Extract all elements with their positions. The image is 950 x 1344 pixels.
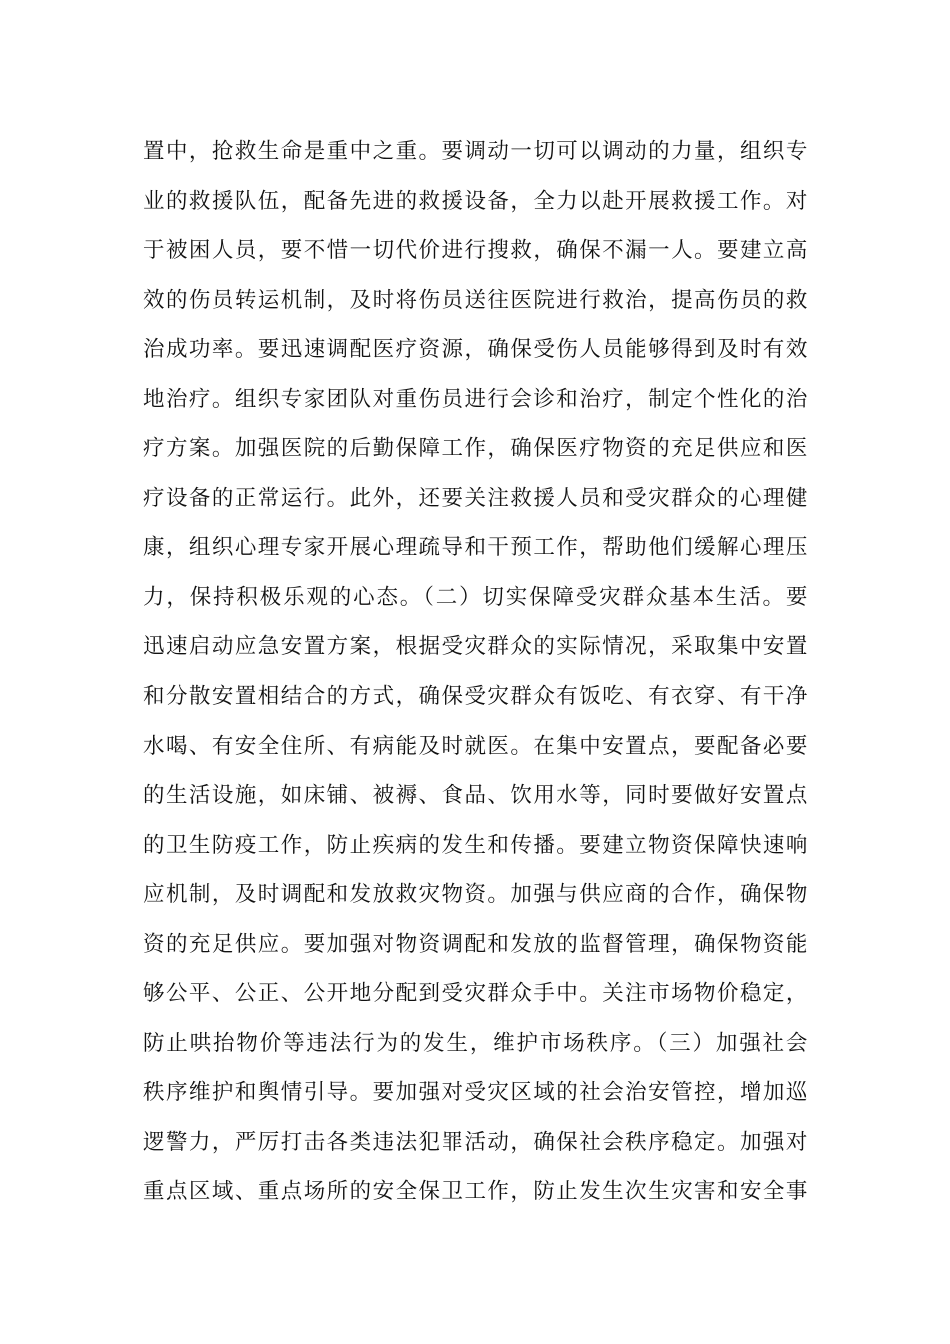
text-line: 置中，抢救生命是重中之重。要调动一切可以调动的力量，组织专	[143, 139, 808, 164]
text-line: 于被困人员，要不惜一切代价进行搜救，确保不漏一人。要建立高	[143, 238, 808, 264]
text-line: 的生活设施，如床铺、被褥、食品、饮用水等，同时要做好安置点	[143, 783, 808, 809]
text-line: 的卫生防疫工作，防止疾病的发生和传播。要建立物资保障快速响	[143, 832, 808, 858]
text-line: 够公平、公正、公开地分配到受灾群众手中。关注市场物价稳定，	[143, 981, 808, 1007]
text-line: 和分散安置相结合的方式，确保受灾群众有饭吃、有衣穿、有干净	[143, 684, 808, 710]
text-line: 地治疗。组织专家团队对重伤员进行会诊和治疗，制定个性化的治	[143, 386, 808, 412]
text-line: 防止哄抬物价等违法行为的发生，维护市场秩序。（三）加强社会	[143, 1030, 808, 1056]
text-line: 效的伤员转运机制，及时将伤员送往医院进行救治，提高伤员的救	[143, 287, 808, 313]
text-line: 治成功率。要迅速调配医疗资源，确保受伤人员能够得到及时有效	[143, 337, 808, 363]
text-line: 力，保持积极乐观的心态。（二）切实保障受灾群众基本生活。要	[143, 584, 808, 610]
text-line: 秩序维护和舆情引导。要加强对受灾区域的社会治安管控，增加巡	[143, 1080, 808, 1106]
text-line: 应机制，及时调配和发放救灾物资。加强与供应商的合作，确保物	[143, 882, 808, 908]
text-line: 重点区域、重点场所的安全保卫工作，防止发生次生灾害和安全事	[143, 1179, 808, 1205]
text-line: 疗设备的正常运行。此外，还要关注救援人员和受灾群众的心理健	[143, 485, 808, 511]
text-line: 迅速启动应急安置方案，根据受灾群众的实际情况，采取集中安置	[143, 634, 808, 660]
text-line: 康，组织心理专家开展心理疏导和干预工作，帮助他们缓解心理压	[143, 535, 808, 561]
text-line: 水喝、有安全住所、有病能及时就医。在集中安置点，要配备必要	[143, 733, 808, 759]
text-line: 疗方案。加强医院的后勤保障工作，确保医疗物资的充足供应和医	[143, 436, 808, 462]
text-line: 业的救援队伍，配备先进的救援设备，全力以赴开展救援工作。对	[143, 188, 808, 214]
text-line: 资的充足供应。要加强对物资调配和发放的监督管理，确保物资能	[143, 931, 808, 957]
text-line: 逻警力，严厉打击各类违法犯罪活动，确保社会秩序稳定。加强对	[143, 1129, 808, 1155]
body-text	[143, 127, 808, 1217]
